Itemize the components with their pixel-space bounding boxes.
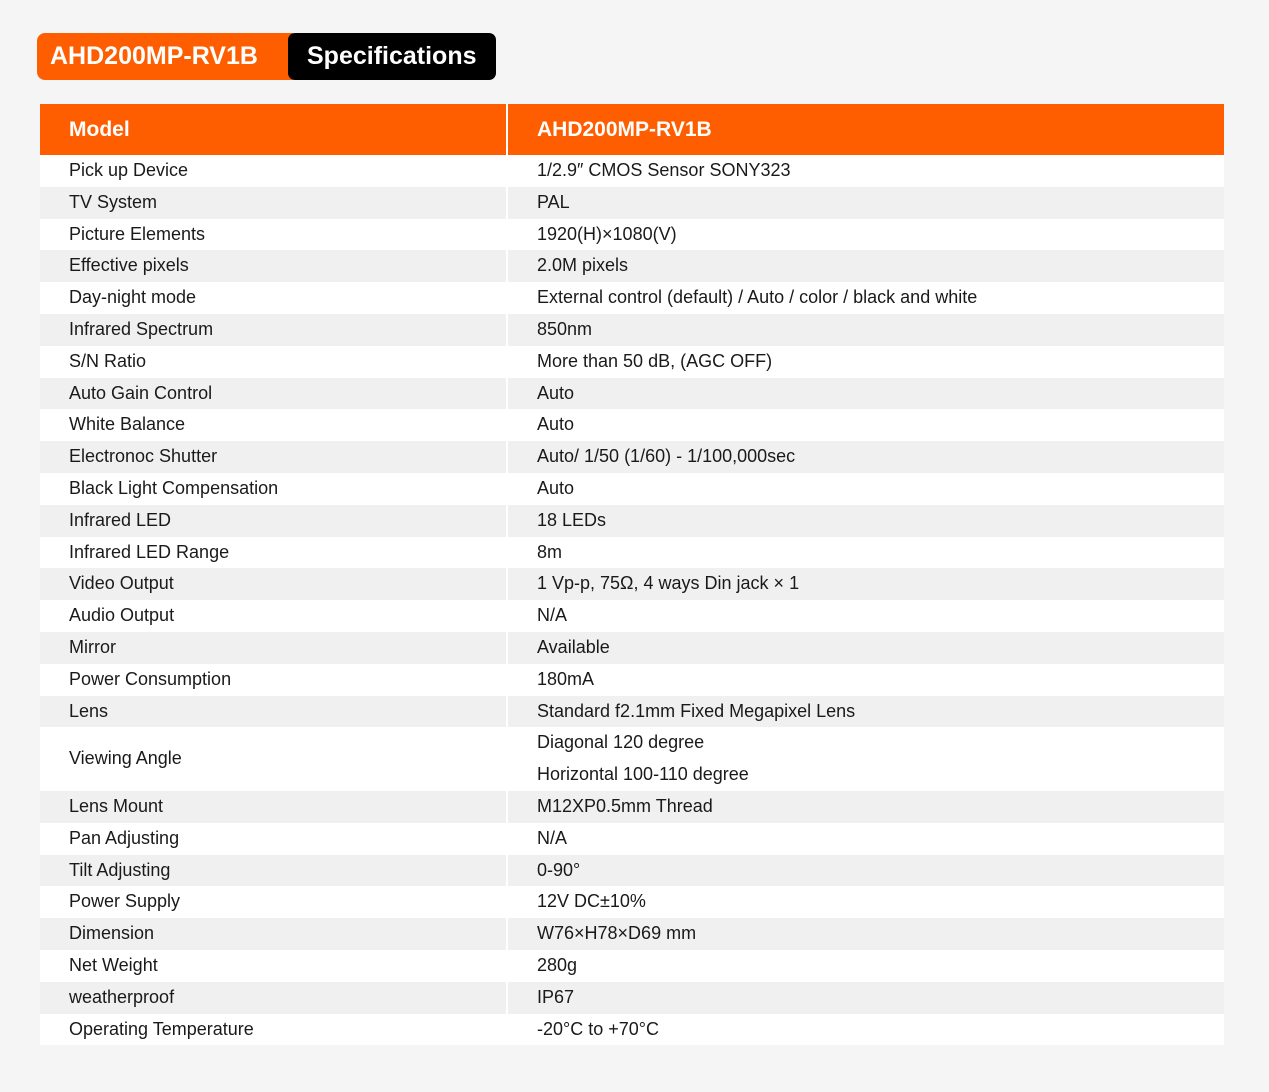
spec-value-line: Standard f2.1mm Fixed Megapixel Lens [537, 700, 856, 721]
title-model: AHD200MP-RV1B [37, 33, 293, 80]
spec-value-line: External control (default) / Auto / color / black and white [537, 287, 978, 308]
spec-name: Viewing Angle [40, 727, 507, 791]
spec-value-line: 850nm [537, 318, 593, 339]
spec-name: Day-night mode [40, 282, 507, 314]
spec-value-line: Horizontal 100-110 degree [537, 764, 749, 785]
table-row [40, 568, 1224, 600]
spec-value-line: 0-90° [537, 859, 581, 880]
table-row [40, 855, 1224, 887]
spec-name: Tilt Adjusting [40, 855, 507, 887]
spec-value-line: Auto [537, 382, 575, 403]
spec-name: Power Supply [40, 886, 507, 918]
spec-value [507, 918, 1224, 950]
table-row [40, 600, 1224, 632]
table-row [40, 473, 1224, 505]
table-row [40, 378, 1224, 410]
table-row [40, 282, 1224, 314]
spec-value-line: 8m [537, 541, 563, 562]
spec-value-line: M12XP0.5mm Thread [537, 795, 713, 816]
spec-name: Net Weight [40, 950, 507, 982]
spec-value [507, 537, 1224, 569]
spec-name: Operating Temperature [40, 1014, 507, 1046]
spec-name: Auto Gain Control [40, 378, 507, 410]
spec-value-line: 280g [537, 954, 578, 975]
spec-value [507, 187, 1224, 219]
spec-value [507, 632, 1224, 664]
table-row [40, 505, 1224, 537]
spec-value-line: Auto [537, 477, 575, 498]
spec-name: Audio Output [40, 600, 507, 632]
spec-value [507, 155, 1224, 187]
spec-value-line: PAL [537, 191, 570, 212]
spec-value-line: N/A [537, 605, 568, 626]
table-row [40, 727, 1224, 791]
header-model-value: AHD200MP-RV1B [507, 104, 1224, 155]
spec-name: Pick up Device [40, 155, 507, 187]
spec-value [507, 282, 1224, 314]
spec-value [507, 314, 1224, 346]
table-row [40, 155, 1224, 187]
table-row [40, 346, 1224, 378]
spec-value-line: 180mA [537, 668, 595, 689]
spec-value-line: 2.0M pixels [537, 255, 629, 276]
spec-name: Picture Elements [40, 219, 507, 251]
spec-name: Electronoc Shutter [40, 441, 507, 473]
table-row [40, 1014, 1224, 1046]
spec-value-line: W76×H78×D69 mm [537, 923, 697, 944]
spec-value-line: Auto [537, 414, 575, 435]
spec-value [507, 696, 1224, 728]
title-specifications: Specifications [288, 33, 496, 80]
spec-value [507, 473, 1224, 505]
spec-value [507, 441, 1224, 473]
table-row [40, 219, 1224, 251]
specifications-table [40, 104, 1224, 1045]
table-row [40, 632, 1224, 664]
spec-value [507, 664, 1224, 696]
spec-name: Power Consumption [40, 664, 507, 696]
spec-name: S/N Ratio [40, 346, 507, 378]
spec-value [507, 886, 1224, 918]
spec-value [507, 250, 1224, 282]
spec-name: Infrared LED Range [40, 537, 507, 569]
spec-name: Infrared LED [40, 505, 507, 537]
spec-value [507, 409, 1224, 441]
spec-name: White Balance [40, 409, 507, 441]
spec-name: Black Light Compensation [40, 473, 507, 505]
spec-name: Mirror [40, 632, 507, 664]
table-row [40, 441, 1224, 473]
spec-name: Effective pixels [40, 250, 507, 282]
spec-name: weatherproof [40, 982, 507, 1014]
spec-value-line: N/A [537, 827, 568, 848]
spec-value [507, 600, 1224, 632]
spec-value [507, 219, 1224, 251]
spec-value [507, 1014, 1224, 1046]
spec-value [507, 727, 1224, 791]
table-row [40, 187, 1224, 219]
table-row [40, 950, 1224, 982]
header-model: Model [40, 104, 507, 155]
spec-value-line: 1920(H)×1080(V) [537, 223, 677, 244]
spec-value [507, 568, 1224, 600]
spec-value [507, 791, 1224, 823]
page-title [37, 33, 496, 80]
table-row [40, 537, 1224, 569]
spec-name: Lens Mount [40, 791, 507, 823]
spec-value-line: 1 Vp-p, 75Ω, 4 ways Din jack × 1 [537, 573, 800, 594]
spec-value-line: More than 50 dB, (AGC OFF) [537, 350, 773, 371]
spec-value-line: -20°C to +70°C [537, 1018, 659, 1039]
spec-value [507, 950, 1224, 982]
spec-value-line: 12V DC±10% [537, 891, 646, 912]
table-row [40, 664, 1224, 696]
spec-value [507, 823, 1224, 855]
spec-value-line: Diagonal 120 degree [537, 732, 705, 753]
spec-name: TV System [40, 187, 507, 219]
spec-name: Lens [40, 696, 507, 728]
spec-value-line: Auto/ 1/50 (1/60) - 1/100,000sec [537, 446, 796, 467]
table-header-row [40, 104, 1224, 155]
spec-value [507, 505, 1224, 537]
table-row [40, 250, 1224, 282]
spec-value-line: Available [537, 636, 610, 657]
table-row [40, 314, 1224, 346]
table-row [40, 823, 1224, 855]
spec-name: Pan Adjusting [40, 823, 507, 855]
table-row [40, 918, 1224, 950]
spec-value-line: 1/2.9″ CMOS Sensor SONY323 [537, 160, 791, 180]
spec-name: Dimension [40, 918, 507, 950]
spec-name: Video Output [40, 568, 507, 600]
spec-value [507, 346, 1224, 378]
spec-value-line: IP67 [537, 986, 575, 1007]
spec-value [507, 982, 1224, 1014]
spec-name: Infrared Spectrum [40, 314, 507, 346]
table-row [40, 886, 1224, 918]
spec-value [507, 855, 1224, 887]
table-row [40, 982, 1224, 1014]
table-row [40, 696, 1224, 728]
spec-value [507, 378, 1224, 410]
spec-value-line: 18 LEDs [537, 509, 607, 530]
table-row [40, 409, 1224, 441]
table-row [40, 791, 1224, 823]
